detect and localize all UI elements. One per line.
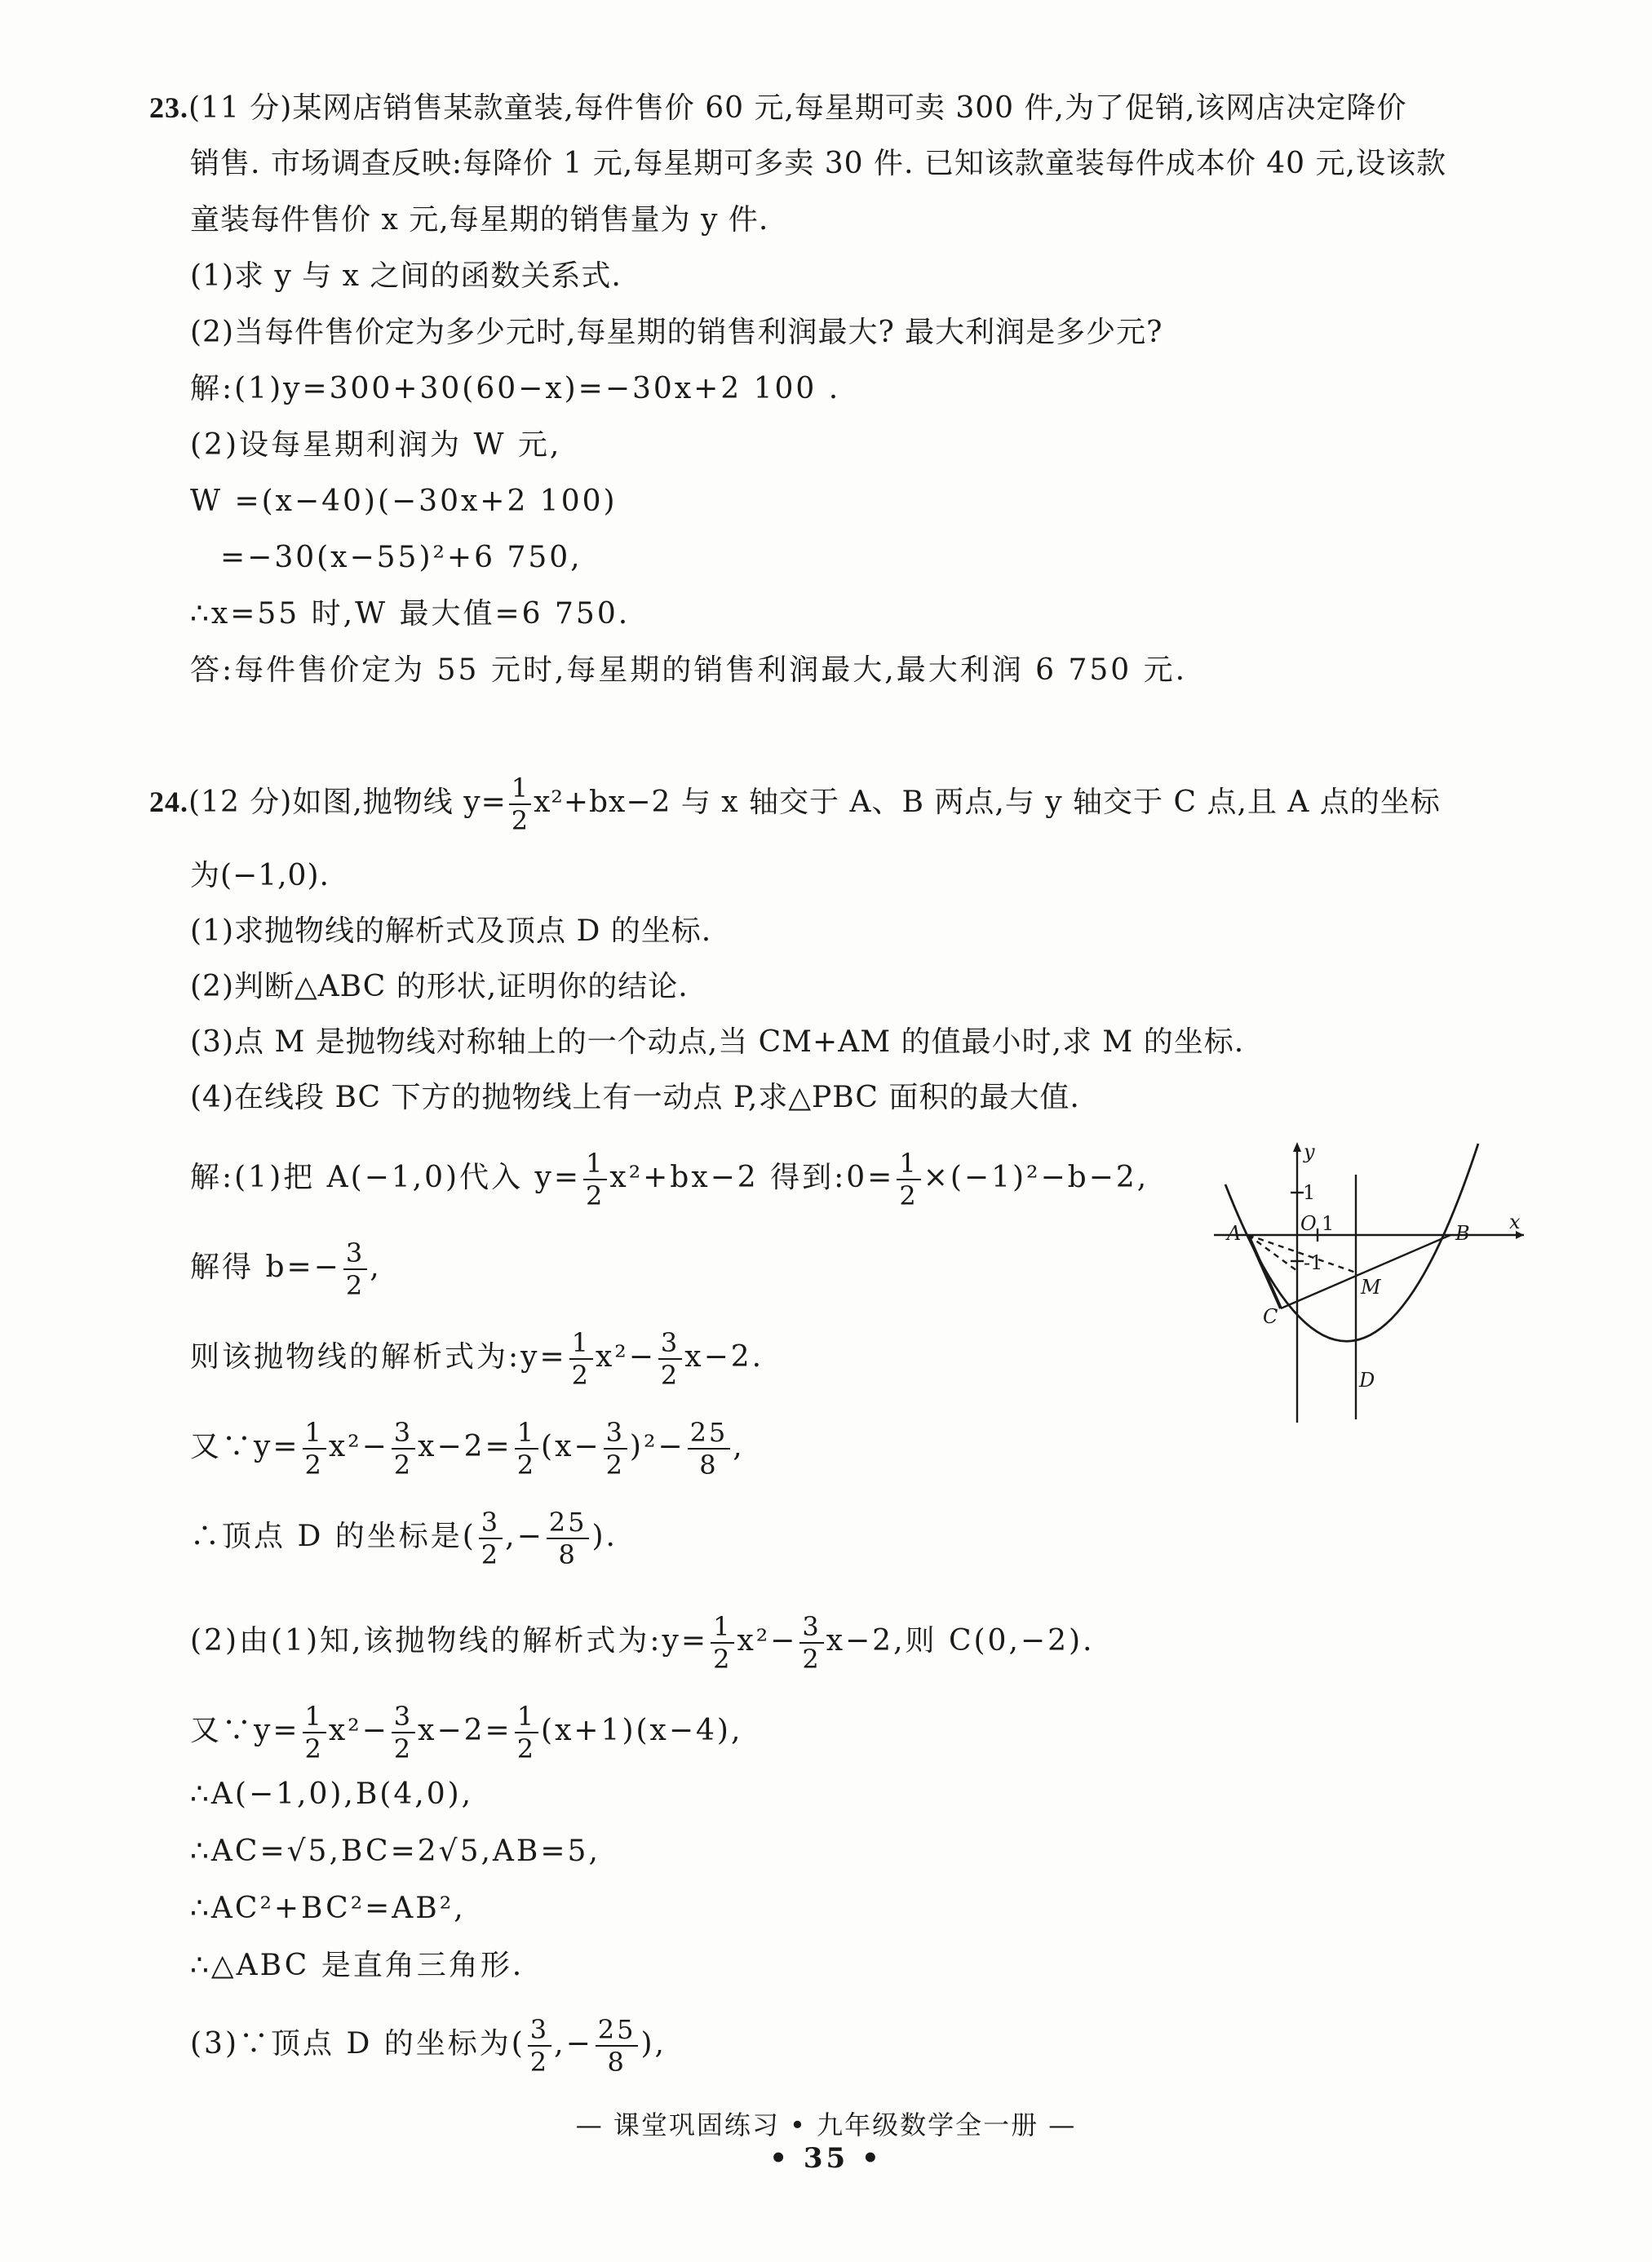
math-text: x−2= bbox=[418, 1430, 512, 1463]
footer-title: — 课堂巩固练习 • 九年级数学全一册 — bbox=[575, 2109, 1077, 2140]
fraction-numerator: 3 bbox=[392, 1703, 415, 1733]
q23-header-line2: 销售. 市场调查反映:每降价 1 元,每星期可多卖 30 件. 已知该款童装每件成本价 40 元,设该款 bbox=[190, 147, 1446, 180]
y-axis-arrow bbox=[1293, 1142, 1301, 1152]
q24-solution-line8: ∴A(−1,0),B(4,0), bbox=[190, 1777, 474, 1811]
q24-solution-line7 bbox=[190, 1703, 742, 1762]
math-text: x²− bbox=[328, 1430, 389, 1463]
q24-solution-line4 bbox=[190, 1417, 745, 1481]
fraction-twentyfive-eighths bbox=[596, 2014, 639, 2078]
math-text: ,− bbox=[554, 2027, 593, 2061]
q23-solution-line2: (2)设每星期利润为 W 元, bbox=[190, 428, 562, 462]
q23-number: 23. bbox=[149, 91, 188, 124]
math-text: ), bbox=[640, 2027, 667, 2061]
q24-part2: (2)判断△ABC 的形状,证明你的结论. bbox=[190, 970, 689, 1003]
fraction-denominator: 2 bbox=[393, 1733, 414, 1764]
label-d: D bbox=[1359, 1369, 1375, 1392]
fraction-numerator: 25 bbox=[547, 1509, 590, 1539]
fraction-numerator: 1 bbox=[303, 1419, 326, 1450]
fraction-half bbox=[515, 1417, 538, 1481]
label-neg1: -1 bbox=[1304, 1251, 1323, 1274]
fraction-denominator: 2 bbox=[304, 1733, 324, 1764]
fraction-denominator: 2 bbox=[481, 1539, 501, 1570]
math-text: 解得 b=− bbox=[190, 1251, 341, 1284]
fraction-denominator: 2 bbox=[802, 1644, 822, 1675]
fraction-three-halves bbox=[604, 1417, 627, 1481]
math-text: 解:(1)把 A(−1,0)代入 y= bbox=[190, 1161, 582, 1194]
q24-solution-line10: ∴AC²+BC²=AB², bbox=[190, 1892, 466, 1925]
math-text: x²− bbox=[596, 1340, 656, 1374]
fraction-half bbox=[515, 1703, 538, 1762]
fraction-numerator: 3 bbox=[479, 1509, 503, 1539]
fraction-numerator: 1 bbox=[711, 1614, 734, 1644]
fraction-denominator: 2 bbox=[713, 1644, 733, 1675]
math-text: x−2= bbox=[418, 1714, 512, 1747]
fraction-denominator: 2 bbox=[899, 1180, 919, 1211]
fraction-denominator: 8 bbox=[699, 1450, 719, 1481]
math-text: , bbox=[733, 1430, 745, 1463]
fraction-three-halves bbox=[343, 1237, 367, 1301]
page-number: • 35 • bbox=[769, 2142, 883, 2175]
q23-header-line3: 童装每件售价 x 元,每星期的销售量为 y 件. bbox=[190, 203, 769, 237]
math-text: 又∵y= bbox=[190, 1430, 300, 1463]
q24-part1: (1)求抛物线的解析式及顶点 D 的坐标. bbox=[190, 914, 712, 948]
q23-header-line1 bbox=[149, 88, 1406, 128]
fraction-half bbox=[897, 1150, 920, 1209]
q24-solution-line5 bbox=[190, 1509, 618, 1568]
fraction-denominator: 2 bbox=[529, 2047, 550, 2078]
fraction-denominator: 2 bbox=[393, 1450, 414, 1481]
q24-number: 24. bbox=[149, 786, 188, 818]
math-text: (2)由(1)知,该抛物线的解析式为:y= bbox=[190, 1624, 709, 1658]
math-text: x²− bbox=[328, 1714, 389, 1747]
fraction-three-halves bbox=[392, 1703, 415, 1762]
fraction-three-halves bbox=[799, 1611, 823, 1675]
q24-solution-line2 bbox=[190, 1237, 382, 1301]
fraction-numerator: 1 bbox=[515, 1703, 538, 1733]
fraction-half bbox=[569, 1327, 593, 1391]
fraction-half bbox=[711, 1611, 734, 1675]
fraction-numerator: 25 bbox=[596, 2016, 639, 2047]
q23-solution-line3: W =(x−40)(−30x+2 100) bbox=[190, 485, 618, 518]
q23-solution-line1: 解:(1)y=300+30(60−x)=−30x+2 100 . bbox=[190, 372, 841, 405]
fraction-numerator: 1 bbox=[509, 775, 531, 805]
fraction-denominator: 2 bbox=[586, 1180, 605, 1211]
q24-part4: (4)在线段 BC 下方的抛物线上有一动点 P,求△PBC 面积的最大值. bbox=[190, 1081, 1080, 1114]
fraction-denominator: 2 bbox=[660, 1360, 680, 1391]
q24-header-line2: 为(−1,0). bbox=[190, 859, 330, 892]
label-origin: O bbox=[1300, 1212, 1317, 1235]
fraction-twentyfive-eighths bbox=[688, 1417, 731, 1481]
math-text: , bbox=[370, 1251, 382, 1284]
fraction-denominator: 2 bbox=[304, 1450, 324, 1481]
fraction-twentyfive-eighths bbox=[547, 1509, 590, 1568]
label-1-x: 1 bbox=[1322, 1212, 1335, 1235]
q24-solution-line12 bbox=[190, 2014, 667, 2078]
q23-part1: (1)求 y 与 x 之间的函数关系式. bbox=[190, 259, 622, 293]
segment-ac bbox=[1248, 1235, 1281, 1308]
fraction-half bbox=[303, 1417, 326, 1481]
label-1-y: 1 bbox=[1303, 1181, 1316, 1204]
fraction-numerator: 1 bbox=[303, 1703, 326, 1733]
fraction-numerator: 3 bbox=[343, 1240, 367, 1270]
fraction-three-halves bbox=[479, 1509, 503, 1568]
fraction-denominator: 8 bbox=[558, 1539, 578, 1570]
fraction-half bbox=[303, 1703, 326, 1762]
fraction-three-halves bbox=[658, 1327, 682, 1391]
fraction-numerator: 3 bbox=[799, 1614, 823, 1644]
fraction-denominator: 2 bbox=[571, 1360, 591, 1391]
q24-solution-line3 bbox=[190, 1327, 764, 1391]
q23-solution-line5: ∴x=55 时,W 最大值=6 750. bbox=[190, 597, 631, 631]
fraction-numerator: 3 bbox=[658, 1330, 682, 1360]
fraction-numerator: 25 bbox=[688, 1419, 731, 1450]
math-text: x²+bx−2 得到:0= bbox=[609, 1161, 895, 1194]
math-text: (x− bbox=[541, 1430, 601, 1463]
q24-solution-line11: ∴△ABC 是直角三角形. bbox=[190, 1949, 525, 1982]
fraction-numerator: 3 bbox=[604, 1419, 627, 1450]
fraction-denominator: 2 bbox=[605, 1450, 625, 1481]
math-text: ×(−1)²−b−2, bbox=[923, 1161, 1149, 1194]
fraction-numerator: 3 bbox=[528, 2016, 551, 2047]
math-text: ,− bbox=[505, 1520, 544, 1553]
math-text: ∴顶点 D 的坐标是( bbox=[190, 1520, 476, 1553]
q24-header-text-b: x²+bx−2 与 x 轴交于 A、B 两点,与 y 轴交于 C 点,且 A 点的坐标 bbox=[534, 786, 1441, 819]
fraction-denominator: 2 bbox=[516, 1733, 537, 1764]
q23-part2: (2)当每件售价定为多少元时,每星期的销售利润最大? 最大利润是多少元? bbox=[190, 316, 1163, 349]
q23-solution-line4: =−30(x−55)²+6 750, bbox=[220, 541, 582, 574]
fraction-half bbox=[583, 1150, 607, 1209]
q24-solution-line6 bbox=[190, 1611, 1095, 1675]
fraction-denominator: 8 bbox=[607, 2047, 627, 2078]
fraction-three-halves bbox=[392, 1417, 415, 1481]
math-text: x²− bbox=[737, 1624, 798, 1658]
label-c: C bbox=[1263, 1305, 1278, 1328]
parabola-figure bbox=[1199, 1134, 1534, 1428]
fraction-numerator: 1 bbox=[515, 1419, 538, 1450]
math-text: x−2,则 C(0,−2). bbox=[826, 1624, 1095, 1658]
math-text: (x+1)(x−4), bbox=[541, 1714, 743, 1747]
math-text: 又∵y= bbox=[190, 1714, 300, 1747]
fraction-denominator: 2 bbox=[345, 1270, 365, 1301]
fraction-half bbox=[509, 772, 531, 836]
label-b: B bbox=[1455, 1222, 1470, 1245]
label-a: A bbox=[1227, 1222, 1242, 1245]
math-text: x−2. bbox=[684, 1340, 764, 1374]
math-text: )²− bbox=[629, 1430, 685, 1463]
math-text: ). bbox=[591, 1520, 618, 1553]
q24-solution-line9: ∴AC=√5,BC=2√5,AB=5, bbox=[190, 1835, 600, 1868]
fraction-numerator: 1 bbox=[583, 1150, 607, 1180]
fraction-numerator: 1 bbox=[569, 1330, 593, 1360]
label-m: M bbox=[1361, 1276, 1381, 1299]
q24-solution-line1 bbox=[190, 1150, 1149, 1209]
q23-solution-line6: 答:每件售价定为 55 元时,每星期的销售利润最大,最大利润 6 750 元. bbox=[190, 653, 1188, 687]
fraction-denominator: 2 bbox=[516, 1450, 537, 1481]
math-text: (3)∵顶点 D 的坐标为( bbox=[190, 2027, 525, 2061]
label-x: x bbox=[1509, 1211, 1521, 1233]
q23-header-text1: (11 分)某网店销售某款童装,每件售价 60 元,每星期可卖 300 件,为了促销,该网店决定降价 bbox=[188, 91, 1407, 125]
fraction-numerator: 3 bbox=[392, 1419, 415, 1450]
fraction-numerator: 1 bbox=[897, 1150, 920, 1180]
math-text: 则该抛物线的解析式为:y= bbox=[190, 1340, 567, 1374]
q24-header-text-a: (12 分)如图,抛物线 y= bbox=[188, 786, 507, 819]
fraction-three-halves bbox=[528, 2014, 551, 2078]
q24-header-line1 bbox=[149, 772, 1441, 836]
q24-part3: (3)点 M 是抛物线对称轴上的一个动点,当 CM+AM 的值最小时,求 M 的坐标. bbox=[190, 1025, 1245, 1059]
label-y: y bbox=[1304, 1140, 1315, 1163]
fraction-denominator: 2 bbox=[511, 805, 529, 836]
